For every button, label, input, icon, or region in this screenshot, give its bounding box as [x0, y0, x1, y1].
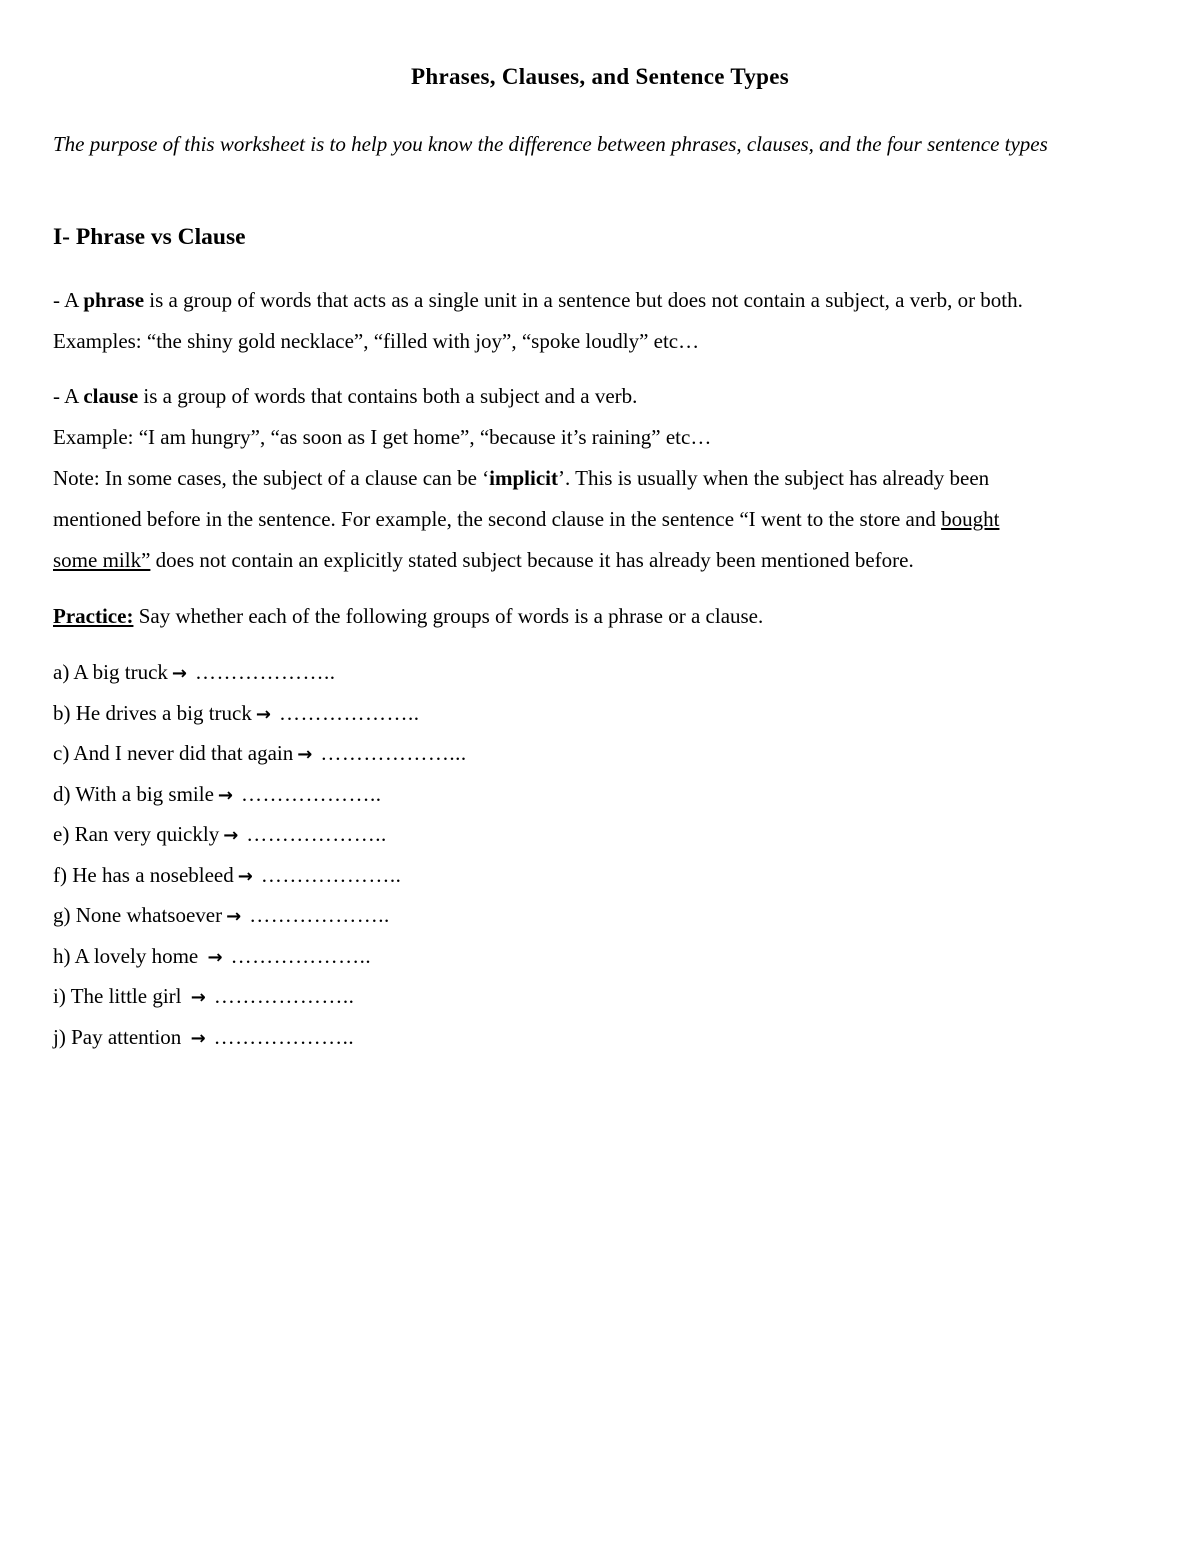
clause-note-line-3: [53, 540, 1153, 581]
answer-blank[interactable]: ………………..: [249, 903, 390, 927]
phrase-prefix: - A: [53, 288, 84, 312]
arrow-right-icon: →: [190, 1027, 206, 1049]
practice-item-text: f) He has a nosebleed: [53, 862, 234, 887]
arrow-right-icon: →: [237, 865, 253, 887]
answer-blank[interactable]: ………………..: [213, 1024, 355, 1049]
arrow-right-icon: →: [226, 906, 242, 927]
note-before: Note: In some cases, the subject of a clause can be ‘: [53, 466, 490, 490]
note-term: implicit: [489, 466, 558, 490]
practice-item-text: i) The little girl: [53, 984, 187, 1008]
note-underlined-1: bought: [941, 507, 1000, 531]
clause-term: clause: [83, 384, 139, 408]
phrase-examples: Examples: “the shiny gold necklace”, “filled with joy”, “spoke loudly” etc…: [53, 329, 700, 353]
arrow-right-icon: →: [255, 703, 271, 725]
practice-instruction: [53, 596, 1153, 637]
clause-definition-line: [53, 376, 1153, 417]
phrase-definition: is a group of words that acts as a single unit in a sentence but does not contain a subject, a verb, or both.: [144, 288, 1023, 312]
practice-label: Practice:: [53, 604, 134, 628]
answer-blank[interactable]: ………………..: [278, 700, 420, 725]
answer-blank[interactable]: ………………..: [260, 862, 402, 887]
practice-instruction-text: Say whether each of the following groups of words is a phrase or a clause.: [133, 604, 764, 628]
arrow-right-icon: →: [207, 946, 223, 968]
note-underlined-2: some milk”: [53, 548, 151, 572]
answer-blank[interactable]: ………………..: [213, 984, 355, 1008]
clause-prefix: - A: [53, 384, 84, 408]
practice-item: [53, 936, 753, 977]
clause-examples: Example: “I am hungry”, “as soon as I get home”, “because it’s raining” etc…: [53, 425, 712, 449]
practice-item: [53, 733, 753, 774]
practice-item: [53, 895, 753, 936]
practice-item: [53, 1017, 753, 1058]
section-heading: I- Phrase vs Clause: [53, 224, 246, 250]
note-line3-after: does not contain an explicitly stated subject because it has already been mentioned before.: [150, 548, 914, 572]
practice-item: [53, 774, 753, 815]
arrow-right-icon: →: [217, 784, 234, 806]
practice-item: [53, 693, 753, 734]
practice-items-list: [53, 652, 753, 1057]
phrase-term: phrase: [83, 288, 145, 312]
practice-item: [53, 814, 753, 855]
practice-item-text: j) Pay attention: [53, 1024, 187, 1049]
arrow-right-icon: →: [190, 987, 206, 1008]
note-line2-before: mentioned before in the sentence. For example, the second clause in the sentence “I went to the store and: [53, 507, 942, 531]
phrase-definition-line: [53, 280, 1153, 321]
practice-item-text: b) He drives a big truck: [53, 700, 252, 725]
answer-blank[interactable]: ………………..: [241, 781, 382, 806]
arrow-right-icon: →: [297, 744, 313, 765]
practice-item: [53, 855, 753, 896]
note-after: ’. This is usually when the subject has already been: [558, 466, 990, 490]
practice-item-text: c) And I never did that again: [53, 741, 294, 765]
answer-blank[interactable]: ………………...: [320, 741, 467, 765]
clause-definition: is a group of words that contains both a subject and a verb.: [138, 384, 638, 408]
clause-definition-block: [53, 376, 1153, 581]
practice-item: [53, 652, 753, 693]
answer-blank[interactable]: ………………..: [230, 943, 372, 968]
clause-note-line-1: [53, 458, 1153, 499]
arrow-right-icon: →: [171, 663, 187, 684]
practice-item-text: h) A lovely home: [53, 943, 204, 968]
page-title: Phrases, Clauses, and Sentence Types: [411, 64, 789, 89]
answer-blank[interactable]: ………………..: [246, 822, 387, 846]
practice-item: [53, 976, 753, 1017]
practice-item-text: g) None whatsoever: [53, 903, 223, 927]
phrase-definition-block: [53, 280, 1153, 362]
clause-note-line-2: [53, 499, 1153, 540]
practice-item-text: e) Ran very quickly: [53, 822, 220, 846]
intro-text: The purpose of this worksheet is to help you know the difference between phrases, clauses, and the four sentence types: [53, 132, 1048, 156]
practice-item-text: a) A big truck: [53, 660, 168, 684]
answer-blank[interactable]: ………………..: [195, 660, 336, 684]
practice-line: [53, 596, 1153, 637]
arrow-right-icon: →: [223, 825, 239, 846]
practice-item-text: d) With a big smile: [53, 781, 214, 806]
